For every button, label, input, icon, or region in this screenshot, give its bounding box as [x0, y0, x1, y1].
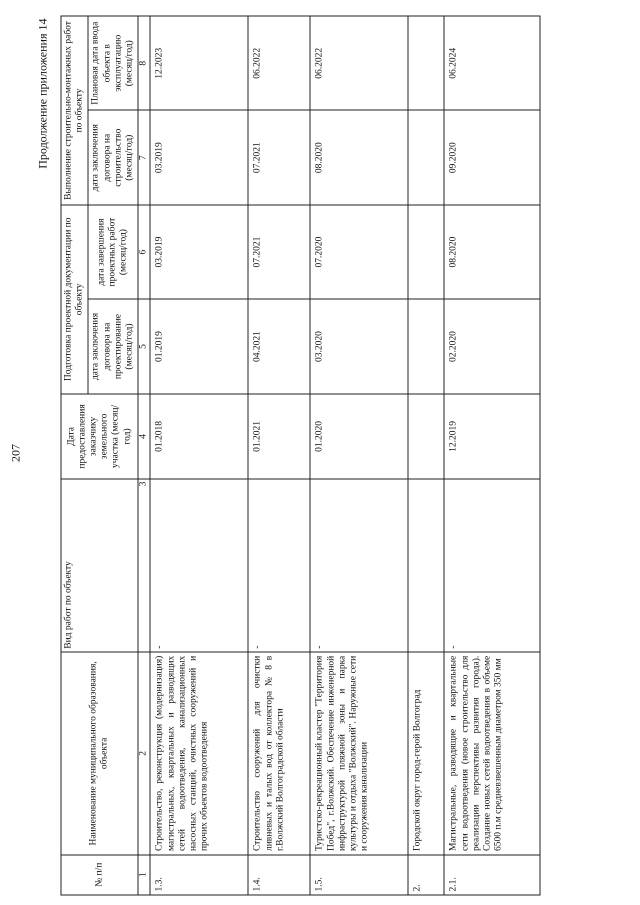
column-numbers-row: [138, 16, 150, 895]
design-end-date: 08.2020: [444, 204, 540, 298]
design-contract-date: 04.2021: [248, 299, 310, 393]
design-end-date: 03.2019: [150, 204, 248, 298]
column-number: 1: [138, 854, 150, 894]
continuation-title: Продолжение приложения 14: [35, 18, 49, 169]
construction-contract-date: 08.2020: [310, 110, 408, 204]
header-land-date: Дата предоставления заказчику земельного участка (месяц/год): [61, 393, 138, 478]
object-name: Строительство сооружений для очистки ливневых и талых вод от коллектора № 8 в г.Волжский Волгоградской области: [248, 652, 310, 854]
construction-contract-date: 07.2021: [248, 110, 310, 204]
header-design-contract: дата заключения договора на проектирование (месяц/год): [88, 299, 138, 393]
table-row: [310, 16, 408, 895]
table-row: [408, 16, 444, 895]
row-number: 1.3.: [150, 854, 248, 894]
design-end-date: 07.2020: [310, 204, 408, 298]
object-name: Строительство, реконструкция (модернизация) магистральных, квартальных и разводящих сетей водоотведения, канализационных насосных станций, очистных сооружений и прочих объектов водоотведения: [150, 652, 248, 854]
page-number: 207: [8, 443, 22, 462]
column-number: 3: [138, 479, 150, 652]
object-name: Магистральные, разводящие и квартальные сети водоотведения (новое строительство для реализации перспективы развития города). Создание новых сетей водоотведения в объеме 6500 п.м средневзвешенным диаметром 350 мм: [444, 652, 540, 854]
commissioning-date: 06.2024: [444, 16, 540, 110]
header-design-group: Подготовка проектной документации по объекту: [61, 204, 88, 393]
header-construction-contract: дата заключения договора на строительство (месяц/год): [88, 110, 138, 204]
design-contract-date: 02.2020: [444, 299, 540, 393]
column-number: 7: [138, 110, 150, 204]
row-number: 1.5.: [310, 854, 408, 894]
design-end-date: 07.2021: [248, 204, 310, 298]
table-row: [444, 16, 540, 895]
row-number: 2.1.: [444, 854, 540, 894]
work-type: -: [444, 479, 540, 652]
table-row: [248, 16, 310, 895]
table-row: [150, 16, 248, 895]
row-number: 2.: [408, 854, 444, 894]
commissioning-date: 06.2022: [310, 16, 408, 110]
design-contract-date: 03.2020: [310, 299, 408, 393]
object-name: Туристско-рекреационный кластер "Территория Побед", г.Волжский. Обеспечение инженерной инфраструктурой пляжной зоны и парка культуры и отдыха "Волжский". Наружные сети и сооружения канализации: [310, 652, 408, 854]
construction-contract-date: 03.2019: [150, 110, 248, 204]
header-design-end: дата завершения проектных работ (месяц/год): [88, 204, 138, 298]
header-num: № п/п: [61, 854, 138, 894]
work-type: [408, 479, 444, 652]
construction-contract-date: [408, 110, 444, 204]
commissioning-date: 06.2022: [248, 16, 310, 110]
work-type: -: [150, 479, 248, 652]
work-type: -: [310, 479, 408, 652]
land-date: [408, 393, 444, 478]
land-date: 01.2021: [248, 393, 310, 478]
design-contract-date: 01.2019: [150, 299, 248, 393]
land-date: 12.2019: [444, 393, 540, 478]
column-number: 5: [138, 299, 150, 393]
objects-table: [60, 15, 540, 895]
column-number: 4: [138, 393, 150, 478]
design-contract-date: [408, 299, 444, 393]
header-work-type: Вид работ по объекту: [61, 479, 138, 652]
header-construction-group: Выполнение строительно-монтажных работ по объекту: [61, 16, 88, 205]
column-number: 2: [138, 652, 150, 854]
design-end-date: [408, 204, 444, 298]
work-type: -: [248, 479, 310, 652]
header-commissioning: Плановая дата ввода объекта в эксплуатацию (месяц/год): [88, 16, 138, 110]
column-number: 6: [138, 204, 150, 298]
commissioning-date: [408, 16, 444, 110]
object-name: Городской округ город-герой Волгоград: [408, 652, 444, 854]
header-name: Наименование муниципального образования, объекта: [61, 652, 138, 854]
land-date: 01.2020: [310, 393, 408, 478]
construction-contract-date: 09.2020: [444, 110, 540, 204]
column-number: 8: [138, 16, 150, 110]
row-number: 1.4.: [248, 854, 310, 894]
commissioning-date: 12.2023: [150, 16, 248, 110]
land-date: 01.2018: [150, 393, 248, 478]
